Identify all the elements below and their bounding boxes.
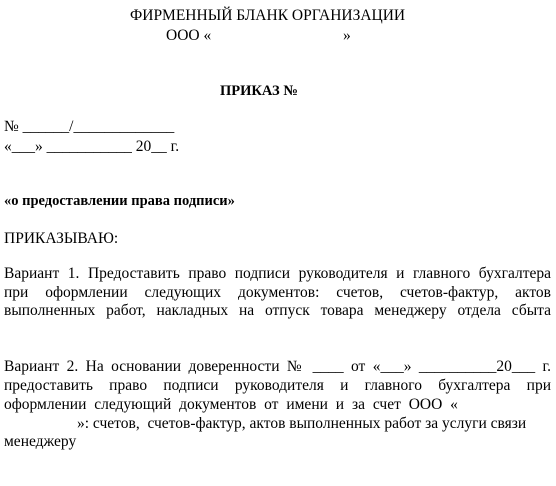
variant2-line3: оформлении следующий документов от имени и за счет ООО « — [4, 396, 458, 413]
order-number-line: № ______/_____________ — [4, 118, 175, 135]
order-date-line: «___» ___________ 20__ г. — [4, 138, 180, 155]
variant2-line5: менеджеру — [4, 433, 77, 450]
variant1-line1: Вариант 1. Предоставить право подписи руководителя и главного бухгалтера — [4, 265, 551, 282]
variant2-line4: »: счетов, счетов-фактур, актов выполненных работ за услуги связи — [77, 415, 527, 432]
variant2-line1: Вариант 2. На основании доверенности № ____ от «___» __________20___ г. — [4, 358, 551, 375]
variant1-line3: выполненных работ, накладных на отпуск товара менеджеру отдела сбыта — [4, 302, 551, 319]
order-title: ПРИКАЗ № — [220, 83, 298, 99]
org-name-line: ООО « » — [166, 27, 351, 44]
order-subject: «о предоставлении права подписи» — [4, 193, 235, 209]
org-letterhead-title: ФИРМЕННЫЙ БЛАНК ОРГАНИЗАЦИИ — [130, 7, 406, 24]
variant1-line2: при оформлении следующих документов: счетов, счетов-фактур, актов — [4, 284, 551, 301]
order-keyword: ПРИКАЗЫВАЮ: — [4, 230, 119, 247]
variant2-line2: предоставить право подписи руководителя и главного бухгалтера при — [4, 377, 551, 394]
